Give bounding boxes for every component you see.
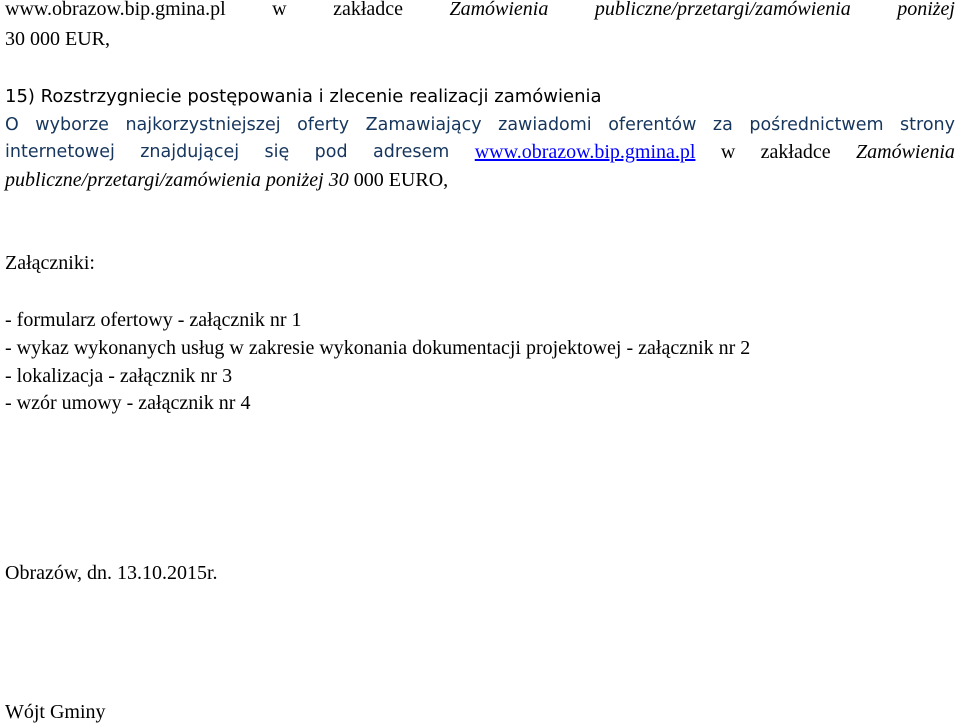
word: oferty — [297, 115, 350, 135]
word: adresem — [373, 142, 450, 162]
attachment-item-4: - wzór umowy - załącznik nr 4 — [5, 392, 251, 414]
top-continuation-line — [5, 0, 955, 21]
word: najkorzystniejszej — [125, 115, 281, 135]
top-w: w — [272, 0, 287, 20]
attachment-item-2: - wykaz wykonanych usług w zakresie wykonania dokumentacji projektowej - załącznik nr 2 — [5, 337, 751, 359]
place-date: Obrazów, dn. 13.10.2015r. — [5, 562, 218, 584]
word: znajdującej — [140, 142, 240, 162]
section-15-paragraph-line-1 — [5, 113, 955, 137]
amount-text: 000 EURO, — [348, 169, 449, 191]
word: zakładce — [760, 141, 831, 163]
word: oferentów — [608, 115, 697, 135]
italic-path: publiczne/przetargi/zamówienia poniżej 30 — [5, 169, 349, 191]
word: za — [712, 115, 733, 135]
word: Zamawiający — [365, 115, 482, 135]
top-link[interactable]: www.obrazow.bip.gmina.pl — [5, 0, 226, 20]
word: Zamówienia — [856, 141, 955, 163]
word: wyborze — [35, 115, 109, 135]
bip-link[interactable]: www.obrazow.bip.gmina.pl — [474, 141, 696, 163]
section-15-paragraph-line-3 — [5, 168, 448, 192]
word: zawiadomi — [498, 115, 592, 135]
word: w — [720, 141, 736, 163]
word: pod — [314, 142, 348, 162]
word: się — [264, 142, 290, 162]
section-15-heading: 15) Rozstrzygniecie postępowania i zlecenie realizacji zamówienia — [5, 86, 602, 107]
section-15-paragraph-line-2 — [5, 140, 955, 164]
attachment-item-3: - lokalizacja - załącznik nr 3 — [5, 365, 233, 387]
attachments-heading: Załączniki: — [5, 252, 95, 274]
top-path: publiczne/przetargi/zamówienia — [594, 0, 851, 20]
top-zakladce: zakładce — [333, 0, 404, 20]
word: pośrednictwem — [749, 115, 884, 135]
word: O — [5, 115, 19, 135]
top-ponizej: poniżej — [897, 0, 955, 20]
attachment-item-1: - formularz ofertowy - załącznik nr 1 — [5, 309, 302, 331]
word: internetowej — [5, 142, 115, 162]
signature: Wójt Gminy — [5, 701, 106, 723]
word: strony — [900, 115, 955, 135]
top-amount-line: 30 000 EUR, — [5, 28, 110, 50]
top-zamowienia: Zamówienia — [449, 0, 549, 20]
